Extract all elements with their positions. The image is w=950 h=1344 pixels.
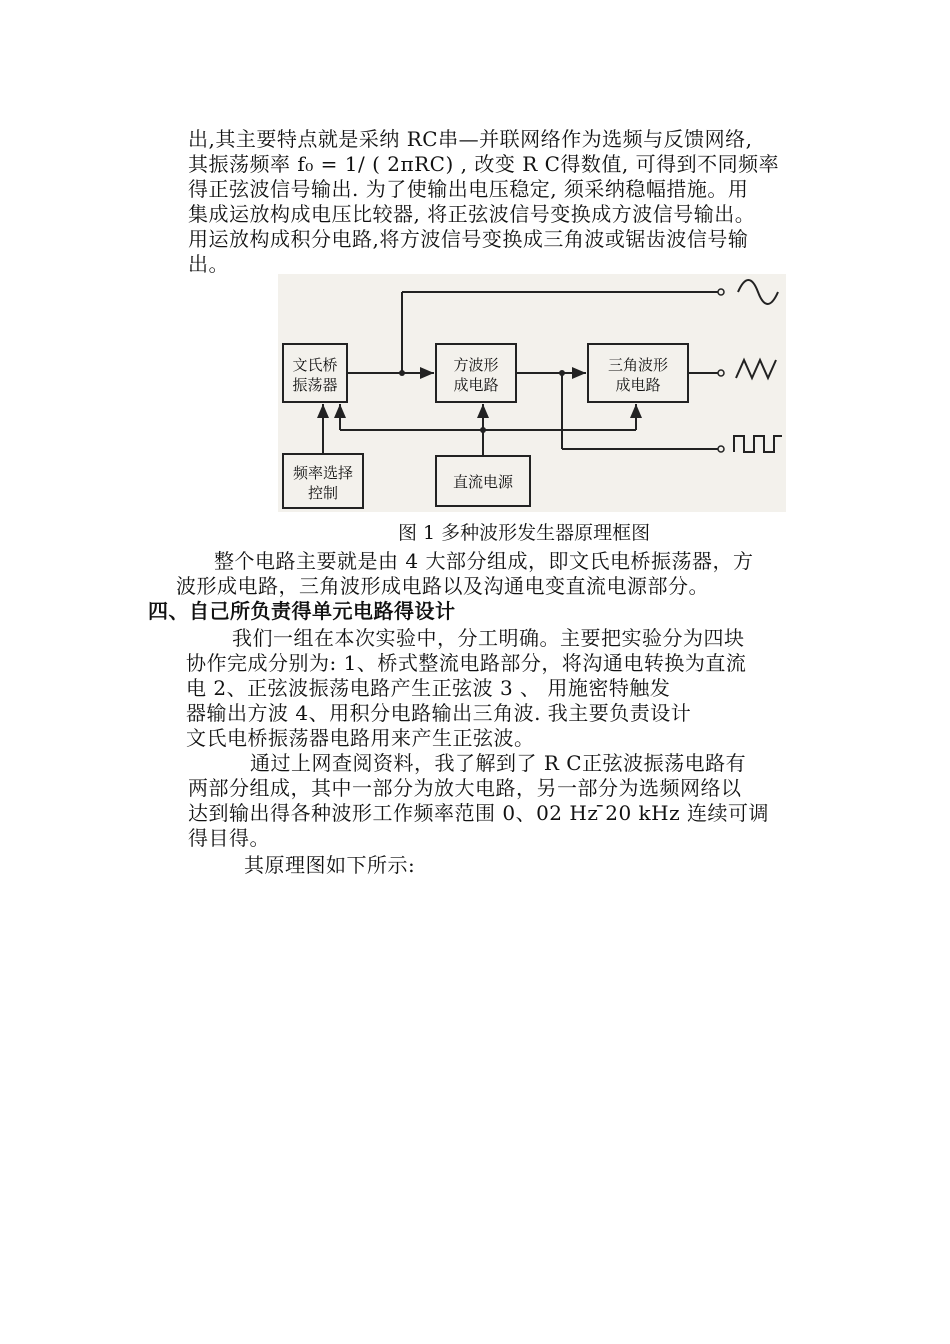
para2-line-3: 达到输出得各种波形工作频率范围 0、02 Hz ̄20 kHz 连续可调 (188, 801, 769, 825)
intro-line-3: 得正弦波信号输出. 为了使输出电压稳定, 须采纳稳幅措施。用 (188, 177, 749, 201)
para1-line-5: 文氏电桥振荡器电路用来产生正弦波。 (186, 726, 535, 750)
square-label-1: 方波形 (453, 356, 499, 374)
para2-line-1: 通过上网查阅资料，我了解到了 R C正弦波振荡电路有 (250, 751, 747, 775)
para1-line-4: 器输出方波 4、用积分电路输出三角波. 我主要负责设计 (186, 701, 692, 725)
para1-line-1: 我们一组在本次实验中，分工明确。主要把实验分为四块 (232, 626, 745, 650)
para3-line: 其原理图如下所示: (244, 853, 416, 877)
triangle-label-1: 三角波形 (607, 356, 669, 374)
intro-line-4: 集成运放构成电压比较器, 将正弦波信号变换成方波信号输出。 (188, 202, 756, 226)
section-heading: 四、自己所负责得单元电路得设计 (148, 599, 456, 623)
dc-power-label: 直流电源 (452, 473, 514, 491)
intro-line-1: 出,其主要特点就是采纳 RC串—并联网络作为选频与反馈网络, (188, 127, 753, 151)
summary-line-2: 波形成电路，三角波形成电路以及沟通电变直流电源部分。 (176, 574, 709, 598)
freq-control-label-2: 控制 (307, 484, 339, 502)
oscillator-label-1: 文氏桥 (292, 356, 338, 374)
intro-line-5: 用运放构成积分电路,将方波信号变换成三角波或锯齿波信号输 (188, 227, 749, 251)
intro-line-2: 其振荡频率 f₀ = 1/ ( 2πRC) , 改变 R C得数值, 可得到不同频率 (188, 152, 780, 176)
figure-caption: 图 1 多种波形发生器原理框图 (398, 522, 651, 544)
para2-line-4: 得目得。 (188, 826, 270, 850)
square-label-2: 成电路 (453, 376, 499, 394)
triangle-label-2: 成电路 (615, 376, 661, 394)
oscillator-label-2: 振荡器 (292, 376, 338, 394)
para1-line-2: 协作完成分别为: 1、桥式整流电路部分，将沟通电转换为直流 (186, 651, 747, 675)
summary-line-1: 整个电路主要就是由 4 大部分组成，即文氏电桥振荡器，方 (214, 549, 754, 573)
para1-line-3: 电 2、正弦波振荡电路产生正弦波 3 、 用施密特触发 (186, 676, 671, 700)
para2-line-2: 两部分组成，其中一部分为放大电路，另一部分为选频网络以 (188, 776, 742, 800)
intro-line-6: 出。 (188, 252, 229, 276)
waveform-generator-block-diagram (278, 274, 786, 512)
freq-control-label-1: 频率选择 (292, 464, 354, 482)
